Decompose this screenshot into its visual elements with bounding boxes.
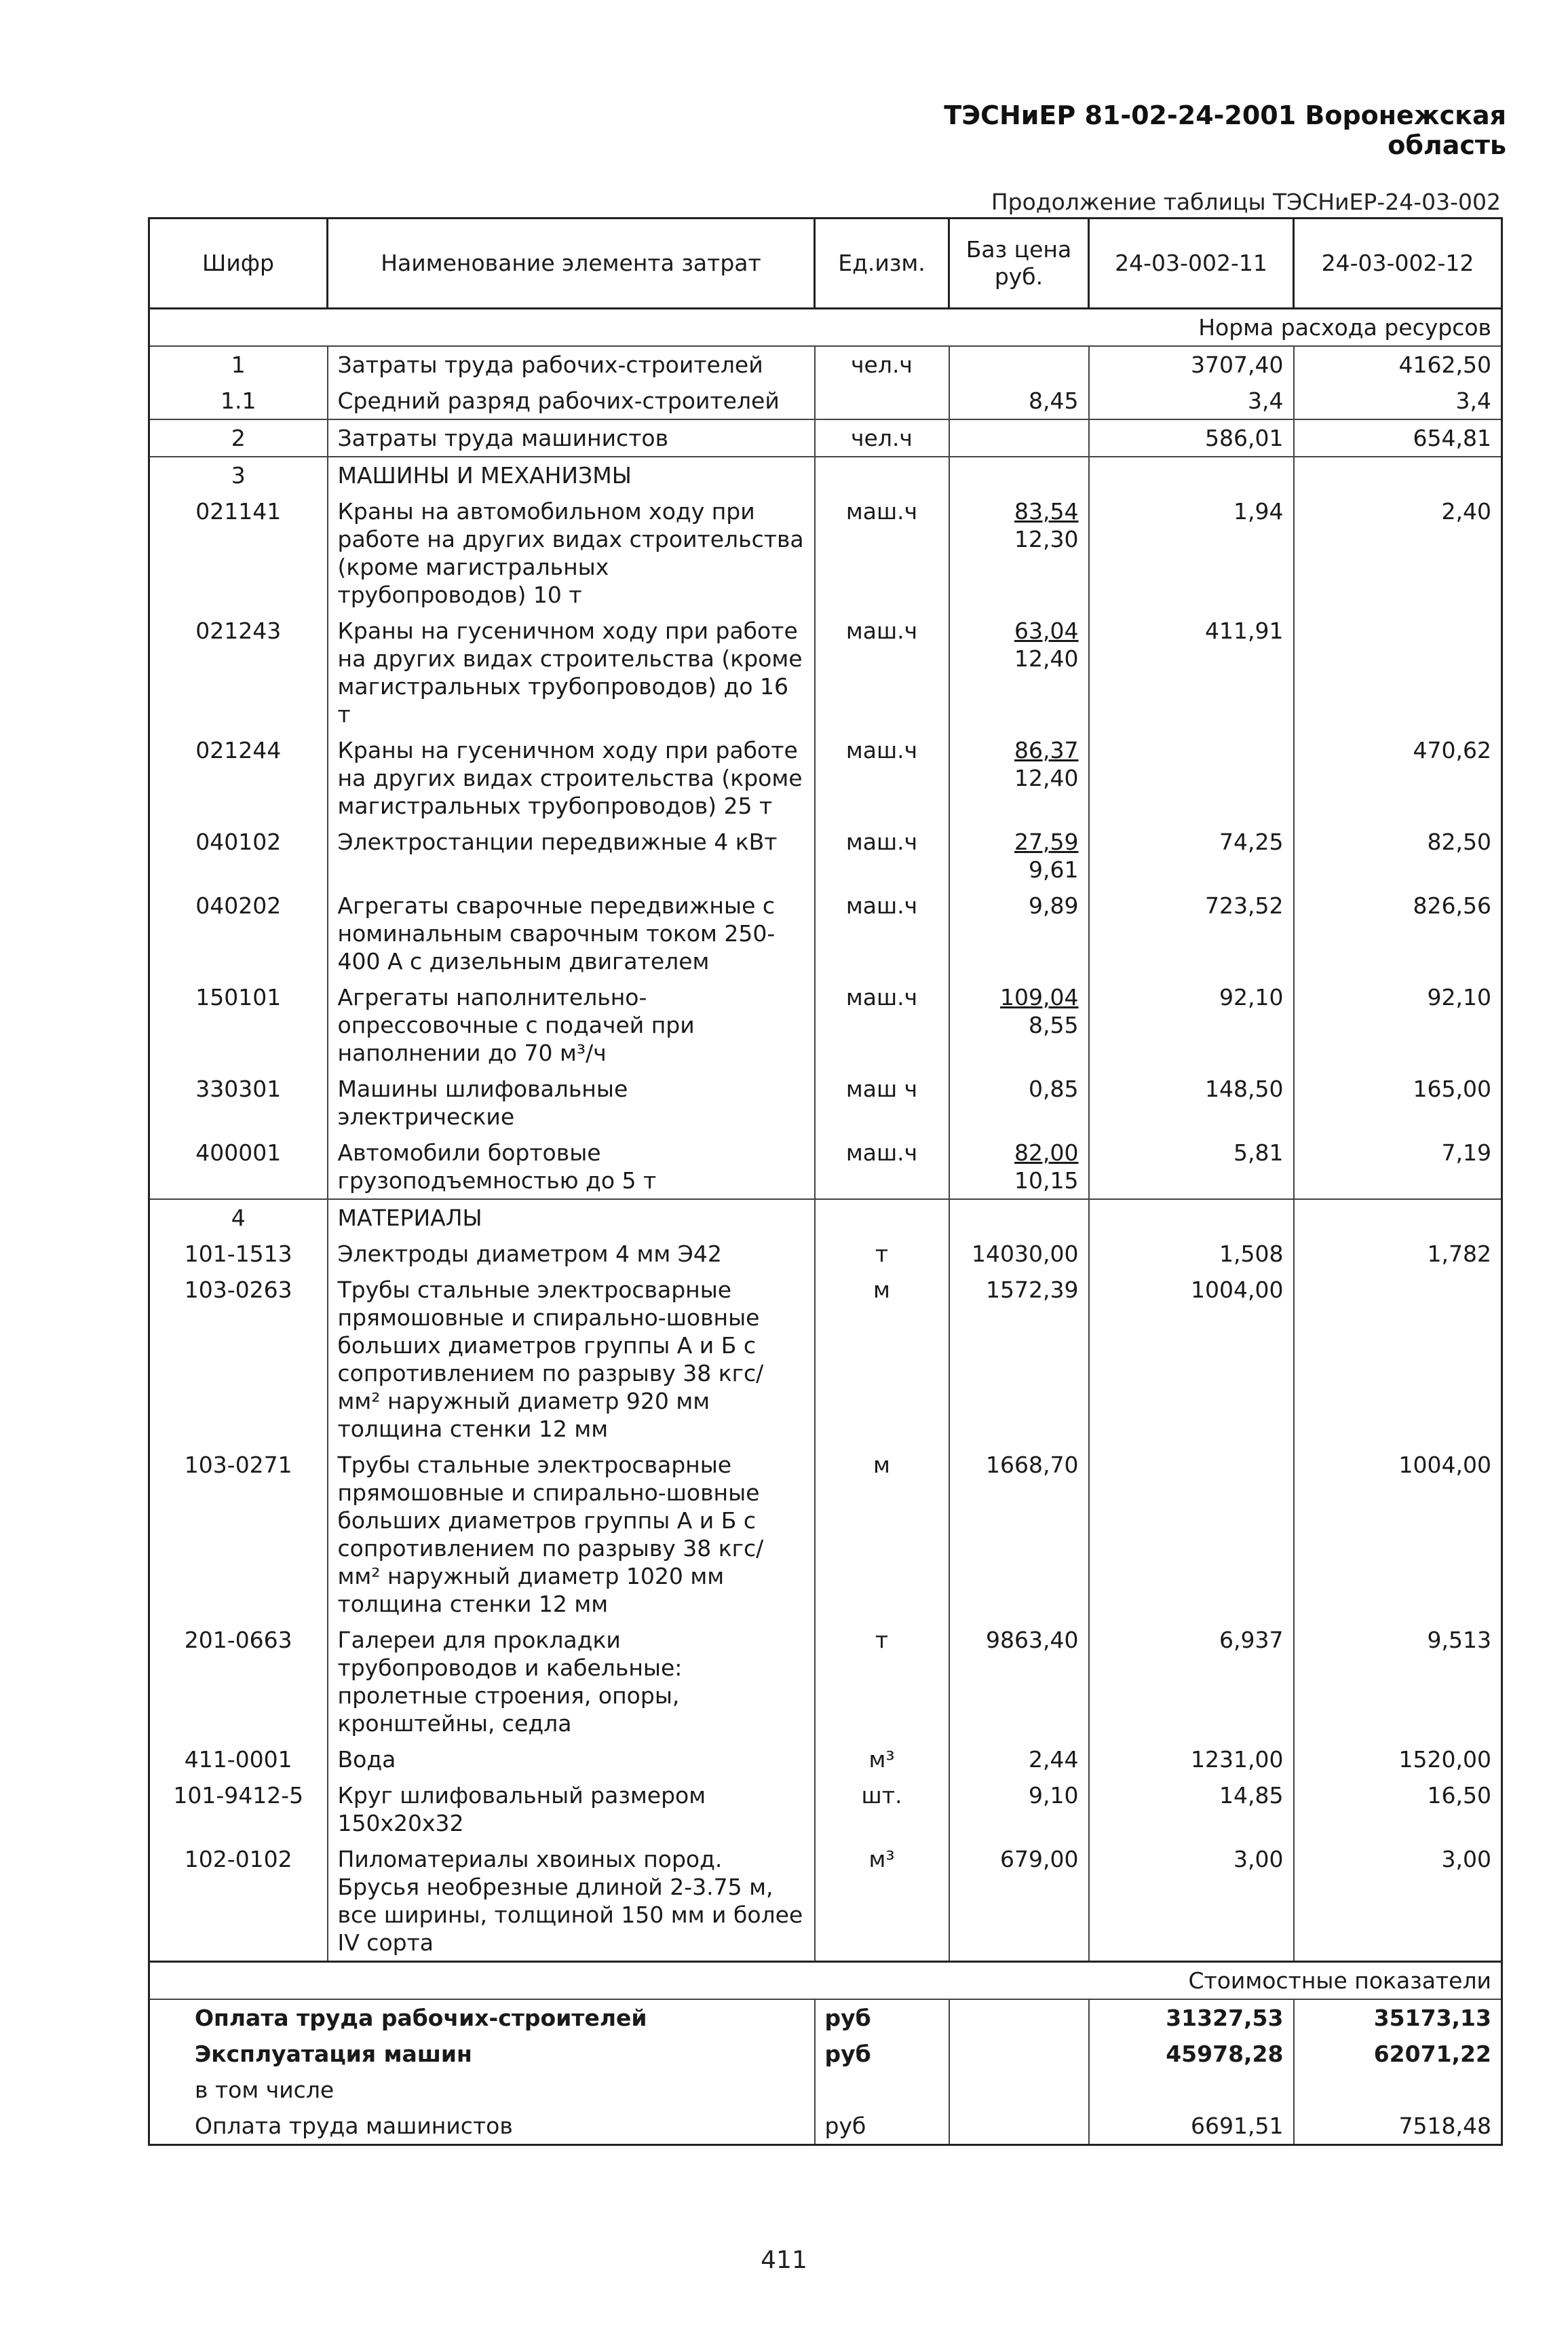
- cost-unit: [815, 2072, 949, 2108]
- row-name: МАТЕРИАЛЫ: [328, 1199, 815, 1236]
- row-name: Агрегаты наполнительно-опрессовочные с подачей при наполнении до 70 м³/ч: [328, 979, 815, 1071]
- cost-price-empty: [949, 2072, 1089, 2108]
- section-row: [149, 1199, 1502, 1236]
- row-name: Затраты труда машинистов: [328, 419, 815, 457]
- row-price-value: 0,85: [1029, 1076, 1079, 1102]
- cost-value-11: 6691,51: [1089, 2108, 1294, 2145]
- row-price: [949, 1135, 1089, 1199]
- row-name: Краны на гусеничном ходу при работе на других видах строительства (кроме магистральных трубопроводов) до 16 т: [328, 613, 815, 732]
- row-price: [949, 1841, 1089, 1962]
- row-price: [949, 1622, 1089, 1741]
- row-norm-11: 5,81: [1089, 1135, 1294, 1199]
- row-price: [949, 1741, 1089, 1777]
- row-name: Электроды диаметром 4 мм Э42: [328, 1236, 815, 1272]
- row-code: 1: [231, 352, 246, 378]
- row-price-value: 9863,40: [986, 1627, 1079, 1653]
- cost-unit: руб: [815, 2036, 949, 2072]
- row-price-value: 109,04: [1000, 984, 1079, 1010]
- row-price-value: 63,04: [1014, 618, 1079, 644]
- row-norm-11: 411,91: [1089, 613, 1294, 732]
- row-price-labor-value: 12,30: [1014, 526, 1079, 552]
- table-row: [149, 979, 1502, 1071]
- row-norm-11: 1004,00: [1089, 1272, 1294, 1447]
- row-price-value: 1668,70: [986, 1452, 1079, 1478]
- row-unit: м: [815, 1447, 949, 1622]
- table-row: [149, 824, 1502, 888]
- row-price: [949, 888, 1089, 979]
- row-norm-11: 3,00: [1089, 1841, 1294, 1962]
- cost-unit: руб: [815, 1999, 949, 2036]
- row-code: 040102: [195, 829, 282, 855]
- table-continuation-note: Продолжение таблицы ТЭСНиЕР-24-03-002: [991, 189, 1501, 215]
- row-norm-12: 826,56: [1413, 892, 1491, 919]
- row-unit: маш.ч: [815, 732, 949, 824]
- cost-value-12: 7518,48: [1398, 2113, 1491, 2139]
- row-price-value: 679,00: [1000, 1846, 1079, 1872]
- row-code: 4: [149, 1199, 328, 1236]
- row-norm-12: [1294, 457, 1502, 493]
- row-norm-11: 6,937: [1089, 1622, 1294, 1741]
- row-code: 411-0001: [184, 1746, 292, 1773]
- cost-price-empty: [949, 1999, 1089, 2036]
- table-row: [149, 493, 1502, 613]
- row-name: Машины шлифовальные электрические: [328, 1071, 815, 1135]
- row-name: Краны на автомобильном ходу при работе на других видах строительства (кроме магистральных трубопроводов) 10 т: [328, 493, 815, 613]
- row-price: [949, 1777, 1089, 1841]
- row-unit: м³: [815, 1741, 949, 1777]
- row-unit: чел.ч: [815, 419, 949, 457]
- row-code: 201-0663: [184, 1627, 292, 1653]
- row-code: 150101: [195, 984, 282, 1010]
- table-row: [149, 888, 1502, 979]
- table-body: [149, 309, 1502, 1962]
- row-unit: маш.ч: [815, 613, 949, 732]
- table-row: [149, 1135, 1502, 1199]
- row-code: 103-0263: [184, 1277, 292, 1303]
- row-norm-11: 1,508: [1089, 1236, 1294, 1272]
- cost-value-11: [1089, 2072, 1294, 2108]
- row-unit: [815, 457, 949, 493]
- row-price: [949, 419, 1089, 457]
- cost-value-12: 35173,13: [1373, 2005, 1491, 2031]
- row-price: [949, 824, 1089, 888]
- table-row: [149, 1447, 1502, 1622]
- cost-name: Эксплуатация машин: [149, 2036, 815, 2072]
- row-norm-11: [1089, 457, 1294, 493]
- table-row: [149, 1236, 1502, 1272]
- row-code: 2: [149, 419, 328, 457]
- row-code: 400001: [195, 1139, 282, 1166]
- row-norm-11: 14,85: [1089, 1777, 1294, 1841]
- band-resources-label: Норма расхода ресурсов: [149, 309, 1502, 347]
- band-row-resources: [149, 309, 1502, 347]
- row-price: [949, 493, 1089, 613]
- cost-unit: руб: [815, 2108, 949, 2145]
- row-unit: маш.ч: [815, 824, 949, 888]
- row-price: [949, 1199, 1089, 1236]
- row-price-value: 83,54: [1014, 498, 1079, 525]
- cost-value-12: 62071,22: [1373, 2041, 1491, 2067]
- row-price-value: 8,45: [1029, 387, 1079, 414]
- row-code: 040202: [195, 892, 282, 919]
- row-unit: м³: [815, 1841, 949, 1962]
- row-unit: т: [815, 1622, 949, 1741]
- row-unit: маш.ч: [815, 493, 949, 613]
- row-norm-12: 2,40: [1441, 498, 1491, 525]
- row-unit: [815, 383, 949, 419]
- row-norm-12: 16,50: [1427, 1782, 1491, 1809]
- document-title: ТЭСНиЕР 81-02-24-2001 Воронежская область: [944, 100, 1506, 160]
- row-price: [949, 1071, 1089, 1135]
- row-norm-11: [1089, 732, 1294, 824]
- row-name: Средний разряд рабочих-строителей: [328, 383, 815, 419]
- row-name: Краны на гусеничном ходу при работе на других видах строительства (кроме магистральных трубопроводов) 25 т: [328, 732, 815, 824]
- row-norm-11: 723,52: [1089, 888, 1294, 979]
- row-code: 102-0102: [184, 1846, 292, 1872]
- row-norm-12: 1,782: [1427, 1241, 1491, 1267]
- header-norm-12: 24-03-002-12: [1294, 219, 1502, 309]
- row-name: Затраты труда рабочих-строителей: [328, 346, 815, 383]
- row-price-labor-value: 9,61: [1029, 856, 1079, 883]
- row-price: [949, 979, 1089, 1071]
- row-name: Галереи для прокладки трубопроводов и кабельные: пролетные строения, опоры, кронштейны, седла: [328, 1622, 815, 1741]
- row-price-labor-value: 8,55: [1029, 1012, 1079, 1038]
- table-row: [149, 419, 1502, 457]
- row-name: Вода: [328, 1741, 815, 1777]
- row-price-labor-value: 12,40: [1014, 765, 1079, 791]
- row-name: Электростанции передвижные 4 кВт: [328, 824, 815, 888]
- row-name: Трубы стальные электросварные прямошовные и спирально-шовные больших диаметров группы А и Б с сопротивлением по разрыву 38 кгс/мм² наружный диаметр 920 мм толщина стенки 12 мм: [328, 1272, 815, 1447]
- header-price: Баз цена руб.: [949, 219, 1089, 309]
- row-norm-11: 1231,00: [1089, 1741, 1294, 1777]
- cost-name: Оплата труда машинистов: [149, 2108, 815, 2145]
- row-price: [949, 1272, 1089, 1447]
- cost-value-12: [1294, 2072, 1502, 2108]
- row-norm-11: 74,25: [1089, 824, 1294, 888]
- row-norm-12: 1004,00: [1398, 1452, 1491, 1478]
- cost-name: Оплата труда рабочих-строителей: [149, 1999, 815, 2036]
- row-unit: м: [815, 1272, 949, 1447]
- row-price: [949, 1236, 1089, 1272]
- row-name: Трубы стальные электросварные прямошовные и спирально-шовные больших диаметров группы А и Б с сопротивлением по разрыву 38 кгс/мм² наружный диаметр 1020 мм толщина стенки 12 мм: [328, 1447, 815, 1622]
- row-price-value: 1572,39: [986, 1277, 1079, 1303]
- table-row: [149, 732, 1502, 824]
- row-price-value: 14030,00: [972, 1241, 1079, 1267]
- row-price: [949, 613, 1089, 732]
- table-row: [149, 1841, 1502, 1962]
- page-number: 411: [761, 2246, 807, 2274]
- section-row: [149, 457, 1502, 493]
- row-name: Пиломатериалы хвоиных пород. Брусья необрезные длиной 2-3.75 м, все ширины, толщиной 150 мм и более IV сорта: [328, 1841, 815, 1962]
- table-row: [149, 1741, 1502, 1777]
- cost-row: [149, 2108, 1502, 2145]
- row-price-value: 82,00: [1014, 1139, 1079, 1166]
- row-price: [949, 732, 1089, 824]
- row-code: 330301: [195, 1076, 282, 1102]
- row-norm-12: 654,81: [1294, 419, 1502, 457]
- row-price-value: 9,89: [1029, 892, 1079, 919]
- band-costs-label: Стоимостные показатели: [149, 1962, 1502, 2000]
- cost-row: [149, 1999, 1502, 2036]
- row-price-value: 27,59: [1014, 829, 1079, 855]
- row-norm-12: [1294, 613, 1502, 732]
- row-norm-12: 4162,50: [1398, 352, 1491, 378]
- row-price-labor-value: 12,40: [1014, 645, 1079, 672]
- header-code: Шифр: [149, 219, 328, 309]
- row-norm-12: 3,00: [1441, 1846, 1491, 1872]
- row-code: 021141: [195, 498, 282, 525]
- row-code: 101-1513: [184, 1241, 292, 1267]
- row-unit: т: [815, 1236, 949, 1272]
- row-norm-12: 470,62: [1413, 737, 1491, 763]
- row-name: Круг шлифовальный размером 150х20х32: [328, 1777, 815, 1841]
- row-norm-11: 1,94: [1089, 493, 1294, 613]
- row-price: [949, 346, 1089, 383]
- row-price-value: 2,44: [1029, 1746, 1079, 1773]
- table-header-row: [149, 219, 1502, 309]
- row-unit: маш.ч: [815, 1135, 949, 1199]
- row-norm-11: [1089, 1447, 1294, 1622]
- row-price: [949, 457, 1089, 493]
- row-unit: [815, 1199, 949, 1236]
- row-norm-12: [1294, 1199, 1502, 1236]
- row-code: 1.1: [221, 387, 256, 414]
- row-norm-12: 165,00: [1413, 1076, 1491, 1102]
- row-price-value: 9,10: [1029, 1782, 1079, 1809]
- row-norm-11: 92,10: [1089, 979, 1294, 1071]
- row-norm-12: 92,10: [1427, 984, 1491, 1010]
- row-price-value: 86,37: [1014, 737, 1079, 763]
- cost-indicators-body: [149, 1962, 1502, 2145]
- row-norm-11: 148,50: [1089, 1071, 1294, 1135]
- table-row: [149, 383, 1502, 419]
- table-row: [149, 1071, 1502, 1135]
- row-norm-12: 7,19: [1441, 1139, 1491, 1166]
- row-norm-12: [1294, 1272, 1502, 1447]
- row-norm-12: 82,50: [1427, 829, 1491, 855]
- row-code: 021244: [195, 737, 282, 763]
- row-name: МАШИНЫ И МЕХАНИЗМЫ: [328, 457, 815, 493]
- row-name: Автомобили бортовые грузоподъемностью до 5 т: [328, 1135, 815, 1199]
- table-row: [149, 1272, 1502, 1447]
- row-norm-11: [1089, 1199, 1294, 1236]
- row-price: [949, 383, 1089, 419]
- band-row-costs: [149, 1962, 1502, 2000]
- cost-price-empty: [949, 2108, 1089, 2145]
- cost-name: в том числе: [149, 2072, 815, 2108]
- cost-value-11: 31327,53: [1089, 1999, 1294, 2036]
- table-row: [149, 1622, 1502, 1741]
- row-norm-11: 3707,40: [1089, 346, 1294, 383]
- row-code: 101-9412-5: [173, 1782, 304, 1809]
- row-unit: чел.ч: [815, 346, 949, 383]
- row-code: 3: [149, 457, 328, 493]
- header-unit: Ед.изм.: [815, 219, 949, 309]
- cost-value-11: 45978,28: [1089, 2036, 1294, 2072]
- row-code: 103-0271: [184, 1452, 292, 1478]
- row-norm-12: 1520,00: [1398, 1746, 1491, 1773]
- row-unit: маш ч: [815, 1071, 949, 1135]
- row-code: 021243: [195, 618, 282, 644]
- row-norm-12: 3,4: [1455, 387, 1491, 414]
- row-unit: маш.ч: [815, 888, 949, 979]
- row-norm-12: 9,513: [1427, 1627, 1491, 1653]
- row-price: [949, 1447, 1089, 1622]
- row-price-labor-value: 10,15: [1014, 1167, 1079, 1194]
- row-name: Агрегаты сварочные передвижные с номинальным сварочным током 250-400 А с дизельным двигателем: [328, 888, 815, 979]
- cost-row: [149, 2036, 1502, 2072]
- header-name: Наименование элемента затрат: [328, 219, 815, 309]
- table-row: [149, 346, 1502, 383]
- resource-norms-table: [148, 217, 1503, 2146]
- row-unit: маш.ч: [815, 979, 949, 1071]
- cost-price-empty: [949, 2036, 1089, 2072]
- header-norm-11: 24-03-002-11: [1089, 219, 1294, 309]
- table-row: [149, 1777, 1502, 1841]
- table-row: [149, 613, 1502, 732]
- cost-row: [149, 2072, 1502, 2108]
- row-norm-11: 586,01: [1089, 419, 1294, 457]
- row-unit: шт.: [815, 1777, 949, 1841]
- row-norm-11: 3,4: [1089, 383, 1294, 419]
